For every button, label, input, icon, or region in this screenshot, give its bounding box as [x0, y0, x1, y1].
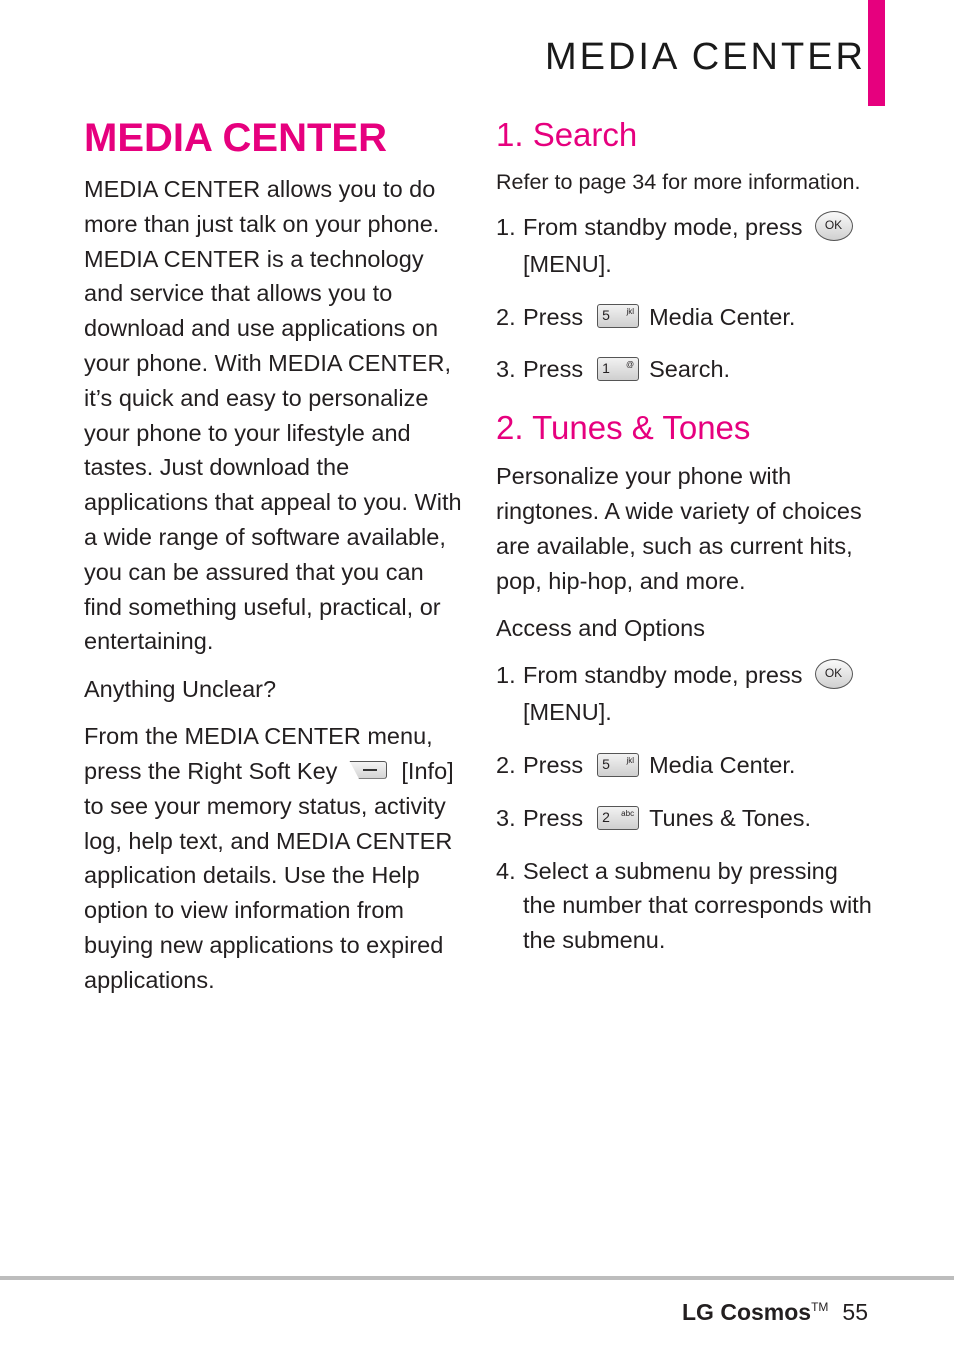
- step-target: Media Center.: [649, 303, 796, 330]
- ok-key-icon: OK: [815, 659, 853, 689]
- tunes-step-1: [496, 658, 876, 730]
- step-text: From standby mode, press: [523, 662, 803, 689]
- tunes-intro: Personalize your phone with ringtones. A wide variety of choices are available, such as current hits, pop, hip-hop, and more.: [496, 463, 862, 594]
- info-paragraph: [84, 719, 464, 997]
- intro-paragraph: MEDIA CENTER allows you to do more than just talk on your phone. MEDIA CENTER is a technology and service that allows you to download and use applications on your phone. With MEDIA CENTER, it’s quick and easy to personalize your phone to your lifestyle and tastes. Just download the applications that appeal to you. With a wide range of software available, you can be assured that you can find something useful, practical, or entertaining.: [84, 176, 462, 655]
- page-number: 55: [842, 1299, 868, 1325]
- key-5-icon: 5 jkl: [597, 304, 639, 328]
- footer-brand: LG Cosmos: [682, 1299, 812, 1325]
- step-number: 3.: [496, 804, 516, 831]
- step-text: From standby mode, press: [523, 214, 803, 240]
- key-5-icon: 5 jkl: [597, 753, 639, 777]
- step-number: 2.: [496, 751, 516, 778]
- right-column: [496, 112, 876, 976]
- info-paragraph-end: to see your memory status, activity log, help text, and MEDIA CENTER application details. Use the Help option to view information from buying new applications to expired applications.: [84, 792, 453, 993]
- running-header: MEDIA CENTER: [544, 36, 866, 78]
- search-note: Refer to page 34 for more information.: [496, 170, 861, 194]
- right-soft-key-icon: [349, 761, 387, 779]
- step-target: Tunes & Tones: [649, 804, 805, 831]
- header-accent-bar: [868, 0, 885, 106]
- ok-key-icon: OK: [815, 211, 853, 241]
- search-step-2: [496, 300, 876, 335]
- footer-rule: [0, 1276, 954, 1280]
- key-1-icon: 1 @: [597, 357, 639, 381]
- tunes-step-4: [496, 854, 876, 958]
- step-number: 2.: [496, 303, 516, 330]
- page-footer: [682, 1290, 868, 1329]
- step-target: Search.: [649, 356, 731, 383]
- step-text: Press: [523, 804, 584, 831]
- step-text: Press: [523, 751, 584, 778]
- step-number: 3.: [496, 356, 516, 383]
- tunes-heading: 2. Tunes & Tones: [496, 409, 751, 447]
- page-title: MEDIA CENTER: [84, 116, 387, 160]
- menu-label: [MENU].: [523, 699, 612, 726]
- menu-label: [MENU].: [523, 250, 612, 277]
- step-text: Press: [523, 303, 584, 330]
- trademark-mark: TM: [811, 1300, 829, 1314]
- left-column: [84, 172, 464, 998]
- access-options-heading: Access and Options: [496, 615, 705, 642]
- search-heading: 1. Search: [496, 116, 638, 153]
- step-text: Press: [523, 356, 584, 383]
- anything-unclear-heading: Anything Unclear?: [84, 676, 277, 703]
- search-step-3: [496, 352, 876, 387]
- search-step-1: [496, 210, 876, 282]
- info-paragraph-start: From the MEDIA CENTER menu, press the Right Soft Key: [84, 723, 433, 784]
- step-suffix: .: [804, 804, 812, 831]
- key-2-icon: 2 abc: [597, 806, 639, 830]
- step-number: 1.: [496, 214, 516, 240]
- tunes-step-3: [496, 801, 876, 836]
- tunes-step-2: [496, 748, 876, 783]
- step-number: 4.: [496, 857, 516, 884]
- step-target: Media Center.: [649, 751, 796, 778]
- info-label: [Info]: [401, 757, 454, 784]
- step-number: 1.: [496, 662, 516, 689]
- step-text: Select a submenu by pressing the number that corresponds with the submenu.: [523, 857, 872, 954]
